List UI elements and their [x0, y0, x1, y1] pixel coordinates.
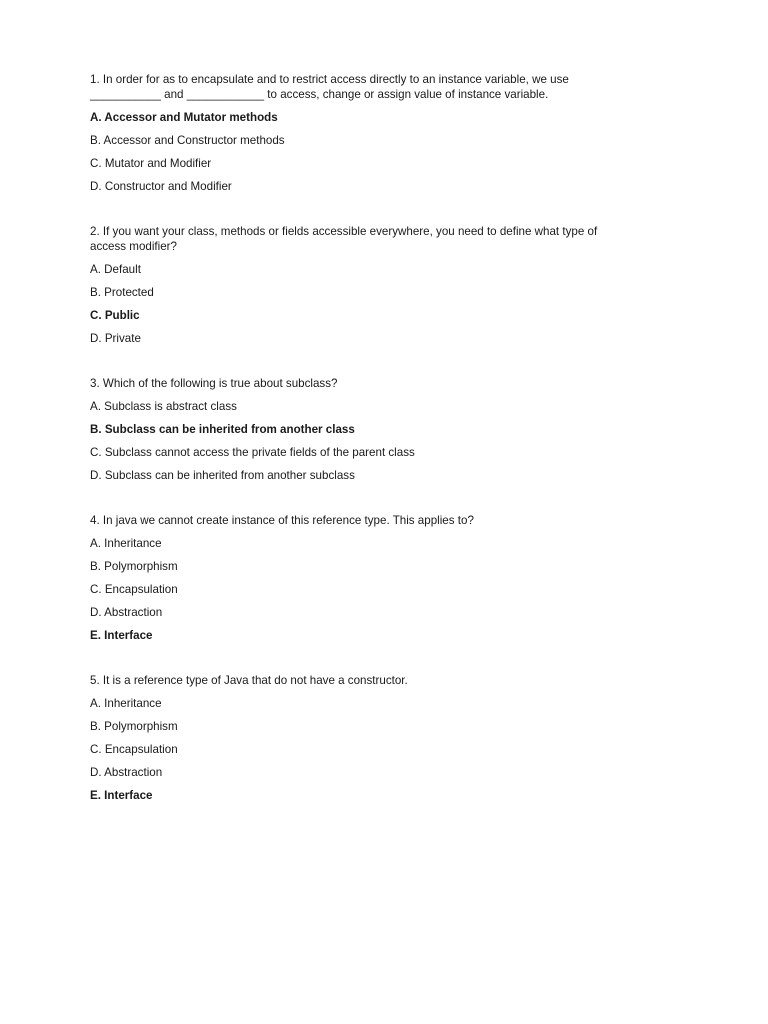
question-spacer: [90, 651, 670, 666]
answer-option: A. Subclass is abstract class: [90, 400, 237, 413]
question-text: 4. In java we cannot create instance of this reference type. This applies to?: [90, 514, 474, 527]
answer-option: B. Polymorphism: [90, 720, 178, 733]
answer-option: C. Encapsulation: [90, 583, 178, 596]
question-spacer: [90, 354, 670, 369]
answer-option: D. Abstraction: [90, 606, 163, 619]
question-block: [90, 224, 670, 369]
answer-option: A. Accessor and Mutator methods: [90, 111, 278, 124]
question-text: 3. Which of the following is true about subclass?: [90, 377, 338, 390]
answer-option: A. Inheritance: [90, 697, 162, 710]
question-text: 5. It is a reference type of Java that do not have a constructor.: [90, 674, 408, 687]
answer-option: B. Subclass can be inherited from another class: [90, 423, 355, 436]
answer-option: B. Protected: [90, 286, 154, 299]
answer-option: B. Polymorphism: [90, 560, 178, 573]
question-block: [90, 376, 670, 506]
answer-option: C. Subclass cannot access the private fields of the parent class: [90, 446, 415, 459]
question-text: 1. In order for as to encapsulate and to restrict access directly to an instance variable, we use ___________ and ____________ to access, change or assign value of instance variable.: [90, 73, 569, 101]
question-block: [90, 72, 670, 217]
answer-option: B. Accessor and Constructor methods: [90, 134, 285, 147]
question-block: [90, 673, 670, 803]
question-spacer: [90, 202, 670, 217]
question-spacer: [90, 491, 670, 506]
answer-option: D. Private: [90, 332, 141, 345]
answer-option: D. Abstraction: [90, 766, 163, 779]
answer-option: D. Subclass can be inherited from another subclass: [90, 469, 355, 482]
answer-option: D. Constructor and Modifier: [90, 180, 232, 193]
question-block: [90, 513, 670, 666]
question-text: 2. If you want your class, methods or fields accessible everywhere, you need to define what type of access modifier?: [90, 225, 598, 253]
answer-option: A. Inheritance: [90, 537, 162, 550]
answer-option: A. Default: [90, 263, 141, 276]
quiz-content: [90, 72, 670, 811]
answer-option: C. Public: [90, 309, 140, 322]
answer-option: C. Encapsulation: [90, 743, 178, 756]
answer-option: C. Mutator and Modifier: [90, 157, 212, 170]
answer-option: E. Interface: [90, 789, 153, 802]
answer-option: E. Interface: [90, 629, 153, 642]
